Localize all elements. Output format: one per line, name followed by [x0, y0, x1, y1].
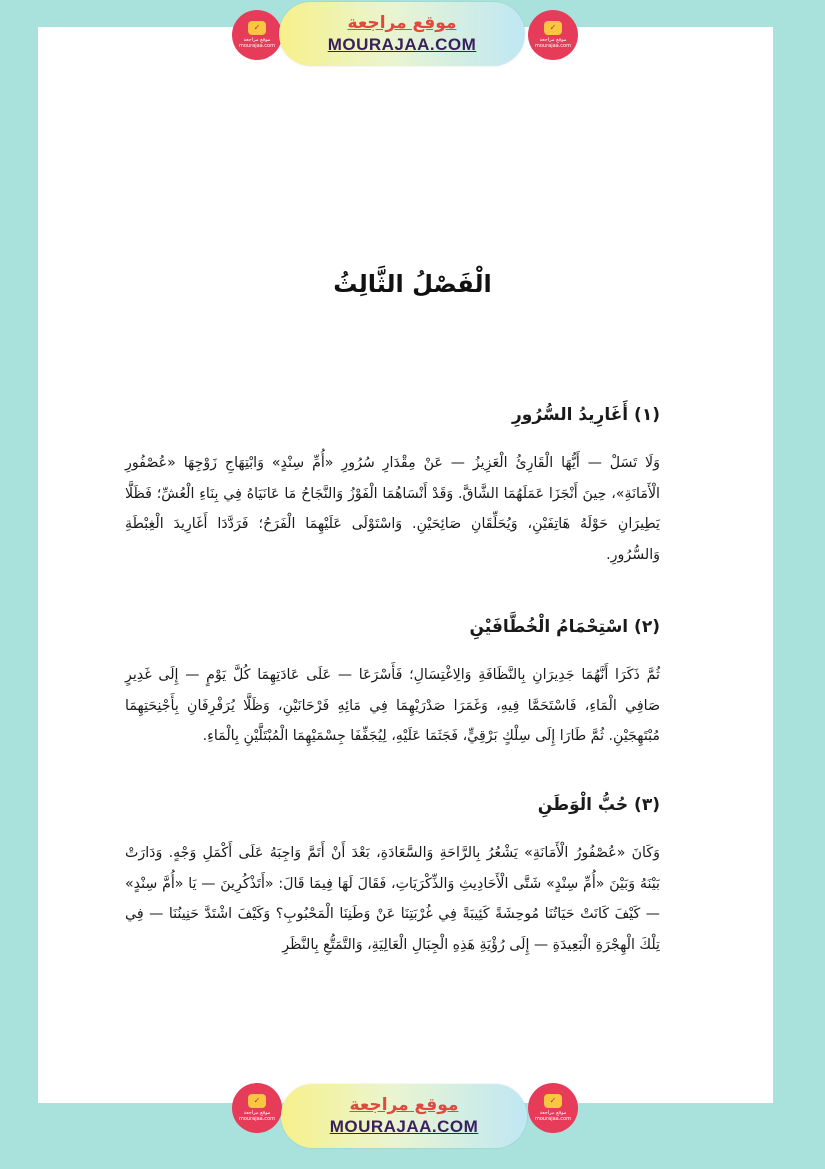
section-heading: (٢) اسْتِحْمَامُ الْخُطَّافَيْنِ	[469, 617, 660, 637]
site-name-english[interactable]: MOURAJAA.COM	[327, 35, 477, 54]
section-3	[125, 790, 660, 962]
section-1	[125, 400, 660, 570]
section-2	[125, 612, 660, 752]
section-heading: (٣) حُبُّ الْوَطَنِ	[537, 795, 660, 815]
chapter-title: الْفَصْلُ الثَّالِثُ	[333, 270, 492, 298]
site-name-english[interactable]: MOURAJAA.COM	[329, 1117, 479, 1136]
site-banner[interactable]	[279, 2, 525, 66]
site-logo-icon: ✓ موقع مراجعة mourajaa.com	[528, 1083, 578, 1133]
site-name-arabic[interactable]: موقع مراجعة	[349, 1095, 459, 1115]
site-logo-icon: ✓ موقع مراجعة mourajaa.com	[232, 10, 282, 60]
site-name-arabic[interactable]: موقع مراجعة	[347, 13, 457, 33]
section-body: ثُمَّ ذَكَرَا أَنَّهُمَا جَدِيرَانِ بِالنَّظَافَةِ وَالِاغْتِسَالِ؛ فَأَسْرَعَا — عَلَى عَادَتِهِمَا كُلَّ يَوْمٍ — إِلَى غَدِيرٍ صَافِي الْمَاءِ، فَاسْتَحَمَّا فِيهِ، وَغَمَرَا صَدْرَيْهِمَا فِي مَائِهِ فَرْحَانَيْنِ، وَظَلَّا يُرَفْرِفَانِ بِأَجْنِحَتِهِمَا مُبْتَهِجَيْنِ. ثُمَّ طَارَا إِلَى سِلْكٍ بَرْقِيٍّ، فَجَثَمَا عَلَيْهِ، لِيُجَفِّفَا جِسْمَيْهِمَا الْمُبْتَلَّيْنِ بِالْمَاءِ.	[125, 667, 660, 744]
section-body: وَلَا تَسَلْ — أَيُّهَا الْقَارِئُ الْعَزِيزُ — عَنْ مِقْدَارِ سُرُورِ «أُمِّ سِنْدٍ» وَابْتِهَاجِ زَوْجِهَا «عُصْفُورِ الْأَمَانَةِ»، حِينَ أَنْجَزَا عَمَلَهُمَا الشَّاقَّ. وَقَدْ أَنْسَاهُمَا الْفَوْزُ وَالنَّجَاحُ مَا عَانَيَاهُ فِي بِنَاءِ الْعُشِّ؛ فَظَلَّا يَطِيرَانِ حَوْلَهُ هَاتِفَيْنِ، وَيُحَلِّقَانِ صَائِحَيْنِ. وَاسْتَوْلَى عَلَيْهِمَا الْفَرَحُ؛ فَرَدَّدَا أَغَارِيدَ الْغِبْطَةِ وَالسُّرُورِ.	[125, 455, 660, 563]
section-body: وَكَانَ «عُصْفُورُ الْأَمَانَةِ» يَشْعُرُ بِالرَّاحَةِ وَالسَّعَادَةِ، بَعْدَ أَنْ أَتَمَّ وَاجِبَهُ عَلَى أَكْمَلِ وَجْهٍ. وَدَارَتْ بَيْنَهُ وَبَيْنَ «أُمِّ سِنْدٍ» شَتَّى الْأَحَادِيثِ وَالذِّكْرَيَاتِ، فَقَالَ لَهَا فِيمَا قَالَ: «أَتَذْكُرِينَ — يَا «أُمَّ سِنْدٍ» — كَيْفَ كَانَتْ حَيَاتُنَا مُوحِشَةً كَئِيبَةً فِي غُرْبَتِنَا عَنْ وَطَنِنَا الْمَحْبُوبِ؟ وَكَيْفَ اشْتَدَّ حَنِينُنَا — فِي تِلْكَ الْهِجْرَةِ الْبَعِيدَةِ — إِلَى رُؤْيَةِ هَذِهِ الْجِبَالِ الْعَالِيَةِ، وَالتَّمَتُّعِ بِالنَّظَرِ	[125, 845, 660, 953]
site-logo-icon: ✓ موقع مراجعة mourajaa.com	[232, 1083, 282, 1133]
section-heading: (١) أَغَارِيدُ السُّرُورِ	[511, 405, 660, 425]
site-banner[interactable]	[281, 1084, 527, 1148]
site-logo-icon: ✓ موقع مراجعة mourajaa.com	[528, 10, 578, 60]
